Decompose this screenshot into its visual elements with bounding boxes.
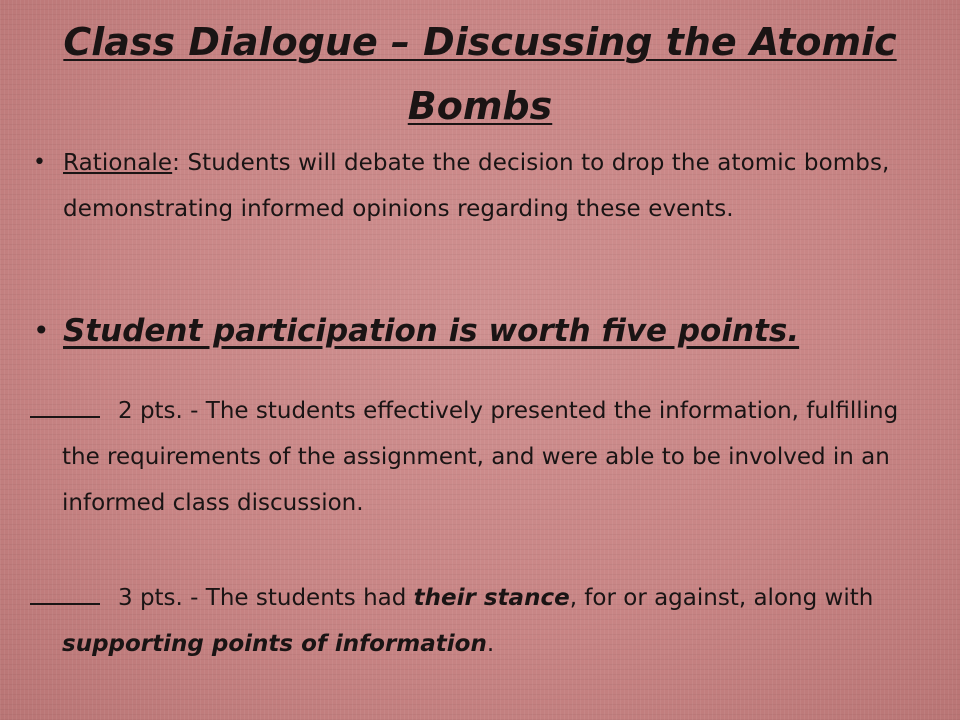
criterion-prefix: 3 pts. - The students had	[118, 585, 414, 611]
participation-bullet	[33, 304, 933, 358]
criterion-item	[30, 575, 942, 667]
slide-title: Class Dialogue – Discussing the Atomic Bombs	[63, 20, 897, 128]
score-blank	[30, 583, 100, 605]
rationale-label: Rationale	[63, 150, 173, 176]
criterion-suffix: .	[486, 631, 495, 657]
rationale-bullet	[33, 140, 933, 232]
bullet-icon: •	[33, 150, 46, 175]
criterion-middle: , for or against, along with	[569, 585, 874, 611]
criterion-item	[30, 388, 942, 526]
score-blank	[30, 396, 100, 418]
rationale-separator: :	[172, 150, 181, 176]
criterion-emphasis-supporting: supporting points of information	[62, 631, 487, 657]
bullet-icon: •	[33, 314, 50, 347]
rationale-text	[63, 140, 923, 232]
rationale-body: Students will debate the decision to drop the atomic bombs, demonstrating informed opinions regarding these events.	[63, 150, 890, 222]
participation-text: Student participation is worth five points.	[63, 313, 800, 349]
criterion-text: 2 pts. - The students effectively presented the information, fulfilling the requirements of the assignment, and were able to be involved in an informed class discussion.	[62, 398, 899, 516]
criterion-emphasis-stance: their stance	[413, 585, 570, 611]
